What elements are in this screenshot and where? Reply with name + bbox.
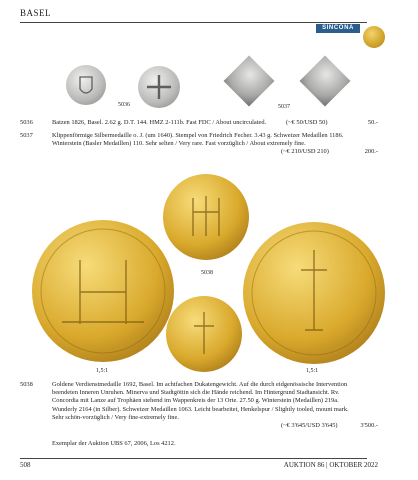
lot-estimate: (~€ 3'645/USD 3'645) bbox=[281, 422, 338, 429]
lot-number: 5038 bbox=[20, 381, 33, 388]
lot-description: Batzen 1826, Basel. 2.62 g. D.T. 144. HMZ 2-111b. Fast FDC / About uncirculated. bbox=[52, 119, 267, 126]
lot-estimate: (~€ 210/USD 210) bbox=[281, 148, 329, 155]
klippe-5037-reverse bbox=[300, 56, 351, 107]
plate-label-5038: 5038 bbox=[201, 270, 213, 276]
coin-5036-obverse bbox=[66, 65, 106, 105]
scale-label: 1,5:1 bbox=[306, 368, 319, 374]
header-rule bbox=[20, 22, 367, 23]
footer-rule bbox=[20, 458, 367, 459]
lot-description: Klippenförmige Silbermedaille o. J. (um 1640). Stempel von Friedrich Fecher. 3.43 g. Schweizer Medaillen 1186. Winterstein (Basler Medaillen) 110. Sehr selten / Very rare. Fast vorzüglich / About extremely fine. bbox=[52, 132, 344, 148]
lot-price: 200.- bbox=[364, 148, 378, 155]
page-number: 508 bbox=[20, 461, 31, 469]
medal-5038-small-reverse bbox=[166, 296, 242, 372]
lot-price: 50.- bbox=[367, 119, 378, 126]
lot-number: 5036 bbox=[20, 119, 33, 126]
medal-5038-large-reverse bbox=[243, 222, 385, 364]
coin-5036-reverse bbox=[138, 66, 180, 108]
brand-label: SINCONA bbox=[316, 24, 360, 33]
lot-estimate: (~€ 50/USD 50) bbox=[286, 119, 328, 126]
lot-price: 3'500.- bbox=[360, 422, 378, 429]
sincona-logo-icon bbox=[363, 26, 385, 48]
medal-5038-large-obverse bbox=[32, 220, 174, 362]
plate-label-5037: 5037 bbox=[278, 104, 290, 110]
plate-label-5036: 5036 bbox=[118, 102, 130, 108]
auction-info: AUKTION 86 | OKTOBER 2022 bbox=[283, 461, 378, 469]
lot-number: 5037 bbox=[20, 132, 33, 139]
klippe-5037-obverse bbox=[224, 56, 275, 107]
scale-label: 1,5:1 bbox=[96, 368, 109, 374]
medal-5038-small-obverse bbox=[163, 174, 249, 260]
lot-description: Goldene Verdienstmedaille 1692, Basel. Im achtfachen Dukatengewicht. Auf die durch eidgenössische Intervention beendeten Inneren Unruhen. Minerva und Stadtgöttin sich die Hände reichend. Im Hintergrund Stadtansicht. Rv. Concordia mit Lanze auf Trophäen stehend im Wappenkreis der 13 Orte. 27.50 g. Winterstein (Medaillen) 219a. Wunderly 2164 (in Silber). Schweizer Medaillen 1063. Leicht bearbeitet, Henkelspur / Slightly tooled, mount mark. Sehr schön-vorzüglich / Very fine-extremely fine. bbox=[52, 381, 349, 421]
provenance-note: Exemplar der Auktion UBS 67, 2006, Los 4212. bbox=[52, 440, 176, 447]
section-title: BASEL bbox=[20, 8, 52, 18]
